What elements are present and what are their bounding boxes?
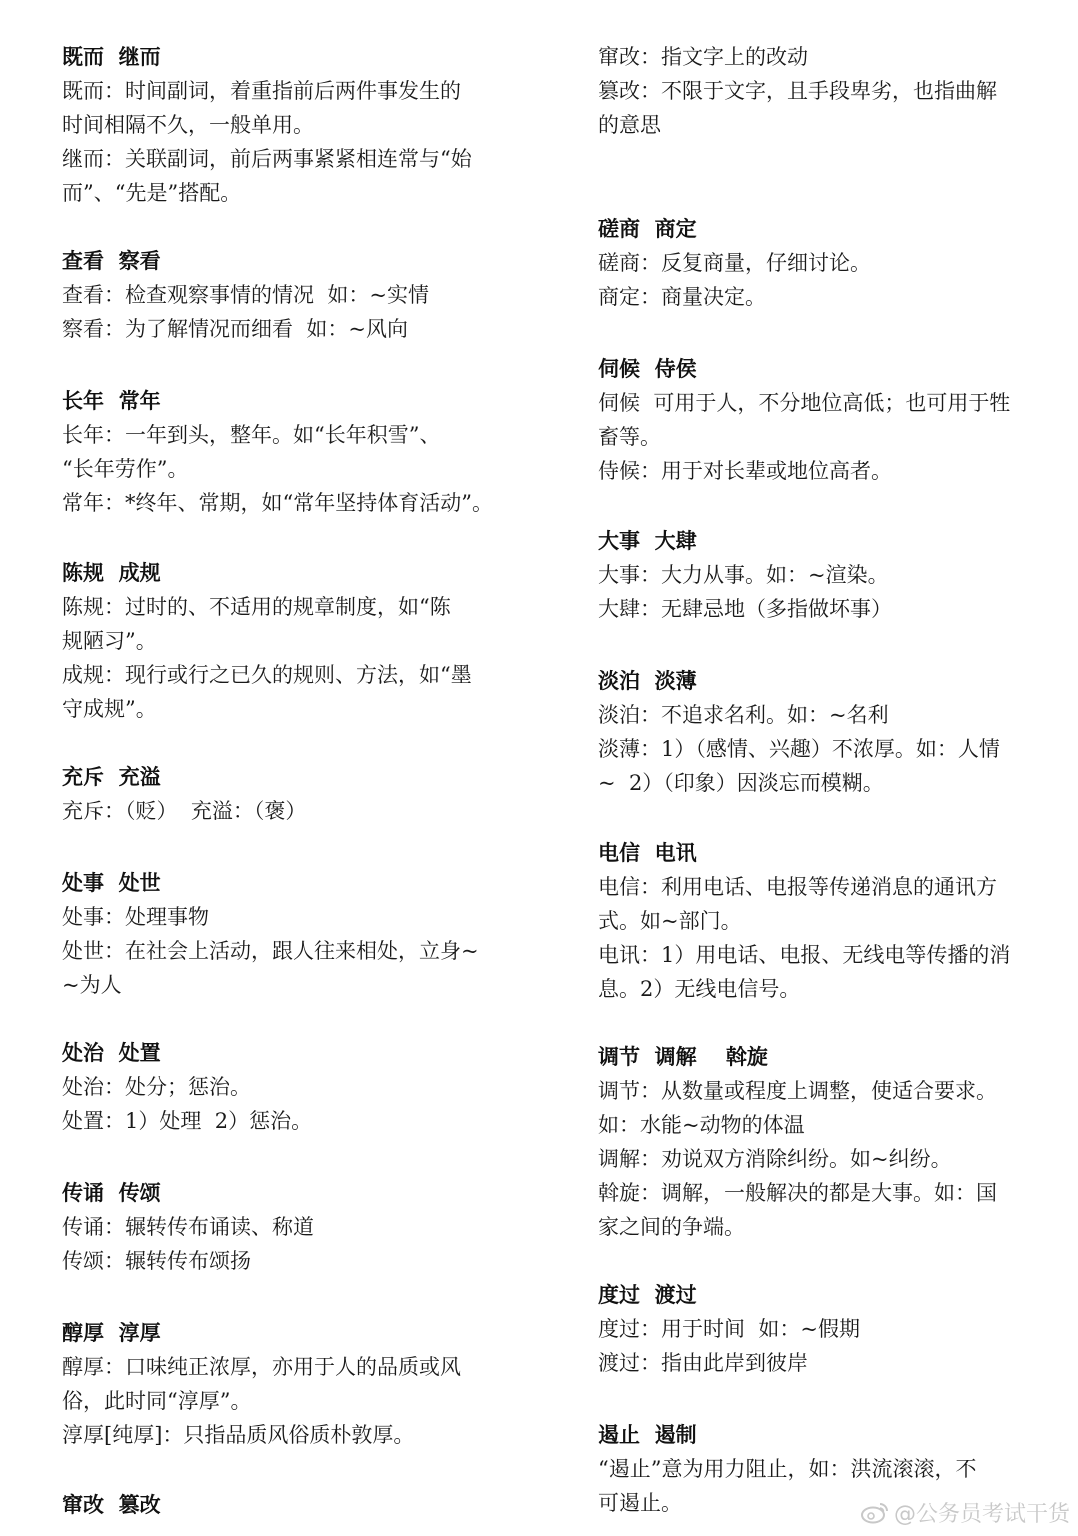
entry bbox=[62, 760, 540, 828]
definition-line: 守成规”。 bbox=[62, 697, 157, 721]
definition-line: 处治：处分；惩治。 bbox=[62, 1075, 251, 1099]
definition-line: 察看：为了解情况而细看 如：~风向 bbox=[62, 317, 408, 341]
entry bbox=[598, 352, 1070, 488]
definition-line: 充斥：（贬） 充溢：（褒） bbox=[62, 799, 307, 823]
definition-line: 时间相隔不久，一般单用。 bbox=[62, 113, 314, 137]
definition-line: 度过：用于时间 如：~假期 bbox=[598, 1317, 860, 1341]
entry-heading: 遏止 遏制 bbox=[598, 1423, 697, 1447]
definition-line: 淡泊：不追求名利。如：~名利 bbox=[598, 703, 889, 727]
entry-heading: 查看 察看 bbox=[62, 249, 161, 273]
definition-line: 窜改：指文字上的改动 bbox=[598, 45, 808, 69]
entry bbox=[598, 1278, 1070, 1380]
entry-heading: 既而 继而 bbox=[62, 45, 161, 69]
entry-heading: 长年 常年 bbox=[62, 389, 161, 413]
definition-line: 成规：现行或行之已久的规则、方法，如“墨 bbox=[62, 663, 472, 687]
definition-line: 式。如~部门。 bbox=[598, 909, 742, 933]
definition-line: 规陋习”。 bbox=[62, 629, 157, 653]
entry bbox=[62, 384, 540, 520]
definition-line: 处事：处理事物 bbox=[62, 905, 209, 929]
definition-line: 畜等。 bbox=[598, 425, 661, 449]
definition-line: 大事：大力从事。如：~渲染。 bbox=[598, 563, 889, 587]
definition-line: 调节：从数量或程度上调整，使适合要求。 bbox=[598, 1079, 997, 1103]
entry bbox=[62, 40, 540, 210]
entry bbox=[62, 244, 540, 346]
entry bbox=[598, 212, 1070, 314]
definition-line: 调解：劝说双方消除纠纷。如~纠纷。 bbox=[598, 1147, 952, 1171]
watermark bbox=[860, 1497, 1070, 1530]
definition-line: “遏止”意为用力阻止，如：洪流滚滚，不 bbox=[598, 1457, 977, 1481]
definition-line: 家之间的争端。 bbox=[598, 1215, 745, 1239]
definition-line: 侍候：用于对长辈或地位高者。 bbox=[598, 459, 892, 483]
definition-line: 常年：*终年、常期，如“常年坚持体育活动”。 bbox=[62, 491, 493, 515]
definition-line: 继而：关联副词，前后两事紧紧相连常与“始 bbox=[62, 147, 472, 171]
entry-heading: 磋商 商定 bbox=[598, 217, 697, 241]
entry-heading: 窜改 篡改 bbox=[62, 1493, 161, 1517]
entry bbox=[598, 1040, 1070, 1244]
definition-line: 斡旋：调解，一般解决的都是大事。如：国 bbox=[598, 1181, 997, 1205]
definition-line: 磋商：反复商量，仔细讨论。 bbox=[598, 251, 871, 275]
definition-line: 伺候 可用于人，不分地位高低；也可用于牲 bbox=[598, 391, 1011, 415]
definition-line: 处世：在社会上活动，跟人往来相处，立身~ bbox=[62, 939, 479, 963]
definition-line: 传颂：辗转传布颂扬 bbox=[62, 1249, 251, 1273]
entry-heading: 淡泊 淡薄 bbox=[598, 669, 697, 693]
definition-line: 大肆：无肆忌地（多指做坏事） bbox=[598, 597, 892, 621]
entry bbox=[598, 40, 1070, 142]
definition-line: 传诵：辗转传布诵读、称道 bbox=[62, 1215, 314, 1239]
watermark-text: @公务员考试干货 bbox=[893, 1502, 1070, 1527]
definition-line: 醇厚：口味纯正浓厚，亦用于人的品质或风 bbox=[62, 1355, 461, 1379]
definition-line: 篡改：不限于文字，且手段卑劣，也指曲解 bbox=[598, 79, 997, 103]
definition-line: 电信：利用电话、电报等传递消息的通讯方 bbox=[598, 875, 997, 899]
definition-line: 处置：1）处理 2）惩治。 bbox=[62, 1109, 313, 1133]
definition-line: 商定：商量决定。 bbox=[598, 285, 766, 309]
entry bbox=[598, 836, 1070, 1006]
entry-heading: 醇厚 淳厚 bbox=[62, 1321, 161, 1345]
entry bbox=[62, 556, 540, 726]
entry bbox=[62, 1316, 540, 1452]
entry-heading: 调节 调解 斡旋 bbox=[598, 1045, 768, 1069]
entry-heading: 伺候 侍侯 bbox=[598, 357, 697, 381]
definition-line: 长年：一年到头，整年。如“长年积雪”、 bbox=[62, 423, 441, 447]
definition-line: ~ 2）（印象）因淡忘而模糊。 bbox=[598, 771, 884, 795]
definition-line: 陈规：过时的、不适用的规章制度，如“陈 bbox=[62, 595, 451, 619]
entry bbox=[598, 524, 1070, 626]
entry bbox=[598, 664, 1070, 800]
entry-heading: 处治 处置 bbox=[62, 1041, 161, 1065]
definition-line: 渡过：指由此岸到彼岸 bbox=[598, 1351, 808, 1375]
definition-line: 淡薄：1）（感情、兴趣）不浓厚。如：人情 bbox=[598, 737, 1000, 761]
weibo-logo-icon bbox=[860, 1500, 890, 1530]
definition-line: 息。2）无线电信号。 bbox=[598, 977, 801, 1001]
entry bbox=[62, 1488, 540, 1522]
definition-line: 可遏止。 bbox=[598, 1491, 682, 1515]
definition-line: 电讯：1）用电话、电报、无线电等传播的消 bbox=[598, 943, 1011, 967]
definition-line: 淳厚[纯厚]：只指品质风俗质朴敦厚。 bbox=[62, 1423, 415, 1447]
entry-heading: 充斥 充溢 bbox=[62, 765, 161, 789]
definition-line: 既而：时间副词，着重指前后两件事发生的 bbox=[62, 79, 461, 103]
entry-heading: 处事 处世 bbox=[62, 871, 161, 895]
entry bbox=[62, 1176, 540, 1278]
definition-line: 如：水能~动物的体温 bbox=[598, 1113, 805, 1137]
entry-heading: 传诵 传颂 bbox=[62, 1181, 161, 1205]
definition-line: 而”、“先是”搭配。 bbox=[62, 181, 242, 205]
entry-heading: 大事 大肆 bbox=[598, 529, 697, 553]
definition-line: 俗，此时同“淳厚”。 bbox=[62, 1389, 252, 1413]
entry bbox=[62, 1036, 540, 1138]
entry-heading: 陈规 成规 bbox=[62, 561, 161, 585]
definition-line: 的意思 bbox=[598, 113, 661, 137]
definition-line: “长年劳作”。 bbox=[62, 457, 189, 481]
entry-heading: 度过 渡过 bbox=[598, 1283, 697, 1307]
definition-line: 查看：检查观察事情的情况 如：~实情 bbox=[62, 283, 429, 307]
entry bbox=[62, 866, 540, 1002]
definition-line: ~为人 bbox=[62, 973, 122, 997]
entry-heading: 电信 电讯 bbox=[598, 841, 697, 865]
